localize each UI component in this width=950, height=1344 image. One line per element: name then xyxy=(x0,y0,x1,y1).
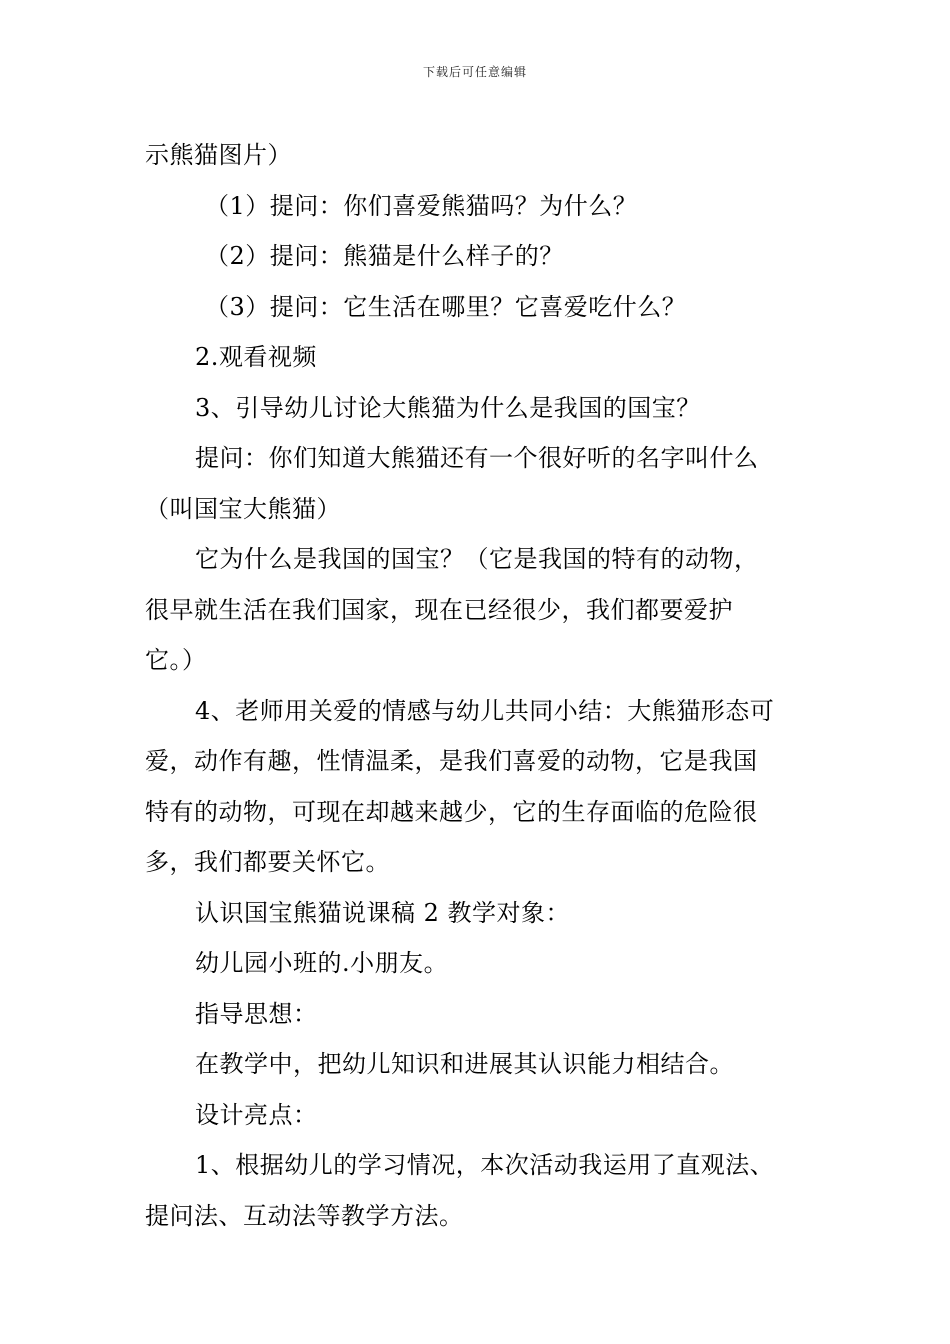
document-body xyxy=(145,130,815,1241)
text-line: 示熊猫图片） xyxy=(145,141,292,169)
text-line: 设计亮点： xyxy=(195,1100,318,1129)
text-line: 提问法、互动法等教学方法。 xyxy=(145,1201,464,1230)
text-line: （2）提问：熊猫是什么样子的？ xyxy=(205,242,564,270)
text-line: 在教学中，把幼儿知识和进展其认识能力相结合。 xyxy=(195,1050,734,1078)
text-line: 2.观看视频 xyxy=(195,343,317,371)
text-line: 指导思想： xyxy=(195,999,318,1028)
text-line: 认识国宝熊猫说课稿 2 教学对象： xyxy=(195,898,571,927)
text-line: 多，我们都要关怀它。 xyxy=(145,848,390,876)
text-line: 很早就生活在我们国家，现在已经很少，我们都要爱护 xyxy=(145,595,733,624)
text-line: 它为什么是我国的国宝？（它是我国的特有的动物， xyxy=(195,545,759,573)
text-line: 3、引导幼儿讨论大熊猫为什么是我国的国宝？ xyxy=(195,393,701,422)
text-line: （1）提问：你们喜爱熊猫吗？为什么？ xyxy=(205,191,638,220)
text-line: 爱，动作有趣，性情温柔，是我们喜爱的动物，它是我国 xyxy=(145,747,758,775)
page-header: 下载后可任意编辑 xyxy=(422,65,527,79)
text-line: 特有的动物，可现在却越来越少，它的生存面临的危险很 xyxy=(145,797,758,826)
text-line: 4、老师用关爱的情感与幼儿共同小结：大熊猫形态可 xyxy=(195,696,775,725)
text-line: （3）提问：它生活在哪里？它喜爱吃什么？ xyxy=(205,292,687,321)
text-line: 幼儿园小班的.小朋友。 xyxy=(195,949,449,977)
text-line: （叫国宝大熊猫） xyxy=(145,494,341,523)
text-line: 它。） xyxy=(145,646,207,674)
text-line: 提问：你们知道大熊猫还有一个很好听的名字叫什么 xyxy=(195,444,759,472)
text-line: 1、根据幼儿的学习情况，本次活动我运用了直观法、 xyxy=(195,1151,775,1179)
